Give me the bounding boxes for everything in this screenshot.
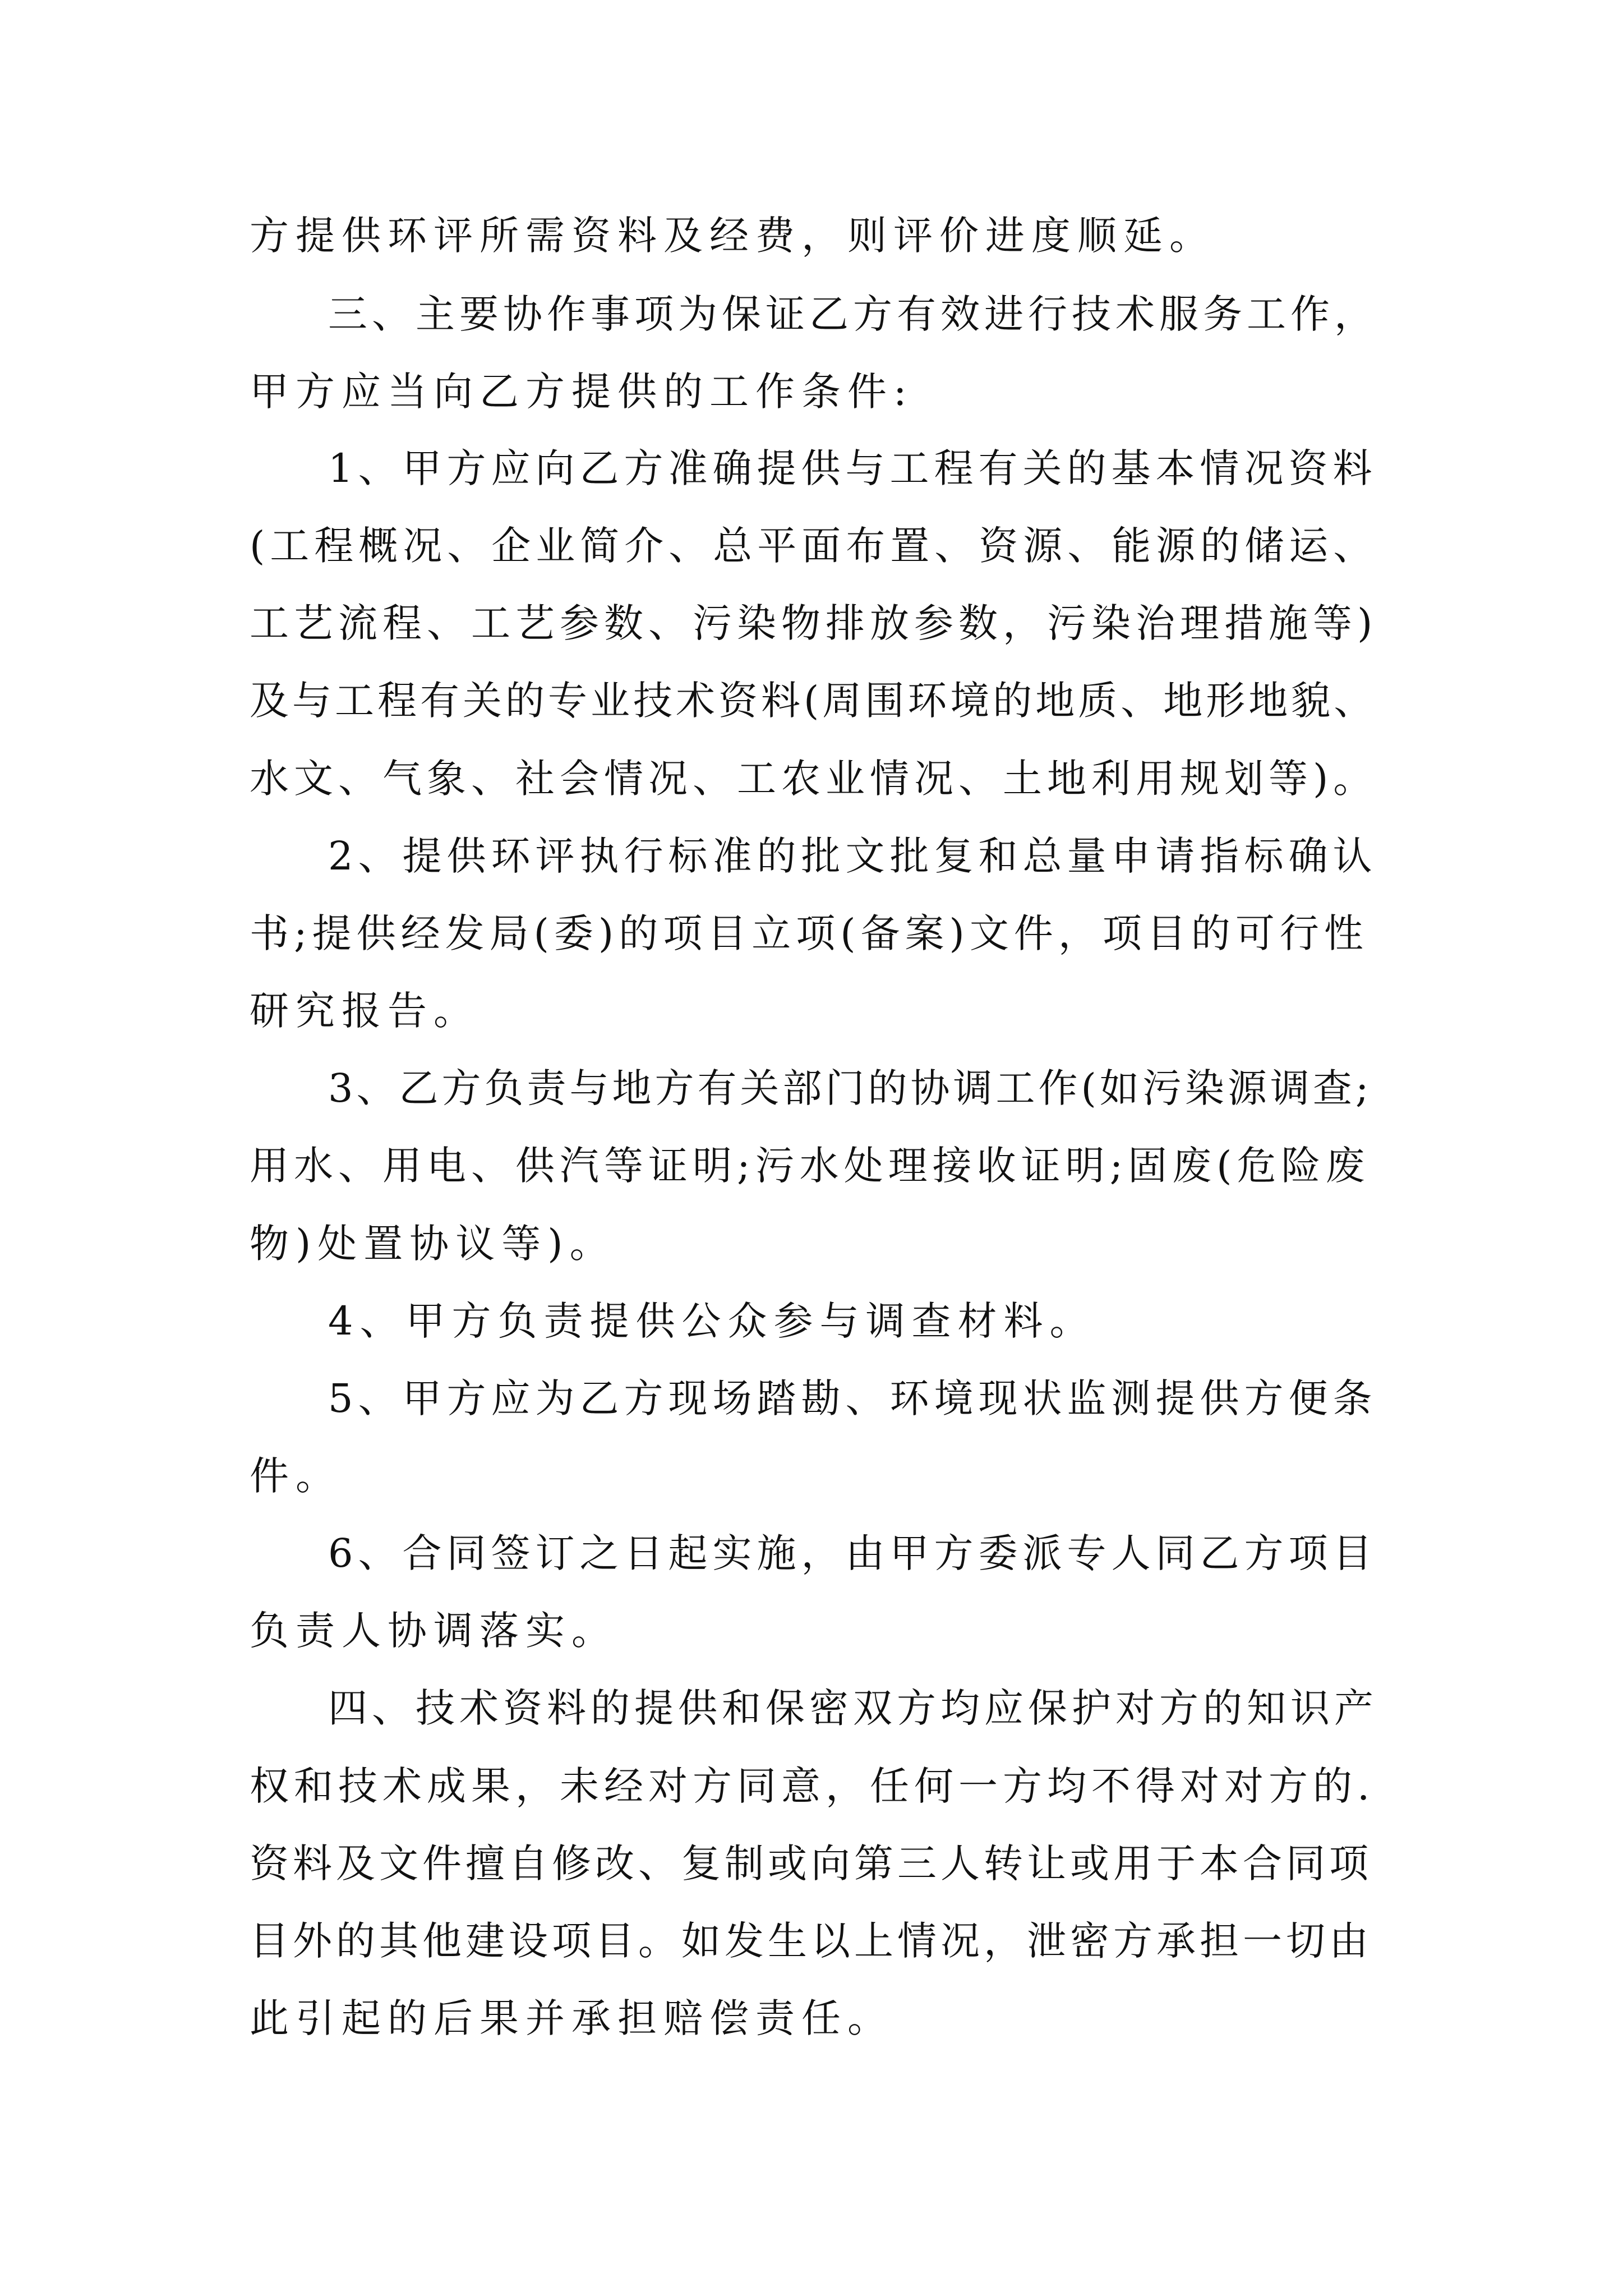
- text-line: 四、技术资料的提供和保密双方均应保护对方的知识产: [328, 1685, 1378, 1731]
- text-line: 4、甲方负责提供公众参与调查材料。: [328, 1298, 1096, 1344]
- text-line: 用水、用电、供汽等证明;污水处理接收证明;固废(危险废: [250, 1143, 1370, 1189]
- text-line: 甲方应当向乙方提供的工作条件:: [250, 369, 914, 415]
- text-line: 6、合同签订之日起实施，由甲方委派专人同乙方项目: [328, 1530, 1377, 1576]
- text-line: 研究报告。: [250, 988, 479, 1034]
- text-line: 负责人协调落实。: [250, 1608, 617, 1654]
- text-line: 目外的其他建设项目。如发生以上情况，泄密方承担一切由: [250, 1918, 1372, 1964]
- text-line: (工程概况、企业简介、总平面布置、资源、能源的储运、: [250, 523, 1378, 569]
- text-line: 及与工程有关的专业技术资料(周围环境的地质、地形地貌、: [250, 678, 1377, 724]
- text-line: 方提供环评所需资料及经费，则评价进度顺延。: [250, 213, 1215, 259]
- text-line: 3、乙方负责与地方有关部门的协调工作(如污染源调查;: [328, 1065, 1372, 1111]
- text-line: 1、甲方应向乙方准确提供与工程有关的基本情况资料: [328, 445, 1377, 491]
- text-line: 2、提供环评执行标准的批文批复和总量申请指标确认: [328, 833, 1377, 879]
- text-line: 三、主要协作事项为保证乙方有效进行技术服务工作，: [328, 291, 1378, 337]
- text-line: 此引起的后果并承担赔偿责任。: [250, 1995, 893, 2041]
- text-line: 权和技术成果，未经对方同意，任何一方均不得对对方的.: [250, 1763, 1375, 1809]
- text-line: 资料及文件擅自修改、复制或向第三人转让或用于本合同项: [250, 1841, 1372, 1887]
- text-line: 件。: [250, 1453, 342, 1499]
- text-line: 书;提供经发局(委)的项目立项(备案)文件，项目的可行性: [250, 910, 1368, 956]
- text-line: 水文、气象、社会情况、工农业情况、土地利用规划等)。: [250, 756, 1378, 802]
- text-line: 5、甲方应为乙方现场踏勘、环境现状监测提供方便条: [328, 1375, 1377, 1421]
- text-line: 物)处置协议等)。: [250, 1221, 616, 1267]
- text-line: 工艺流程、工艺参数、污染物排放参数，污染治理措施等): [250, 600, 1378, 646]
